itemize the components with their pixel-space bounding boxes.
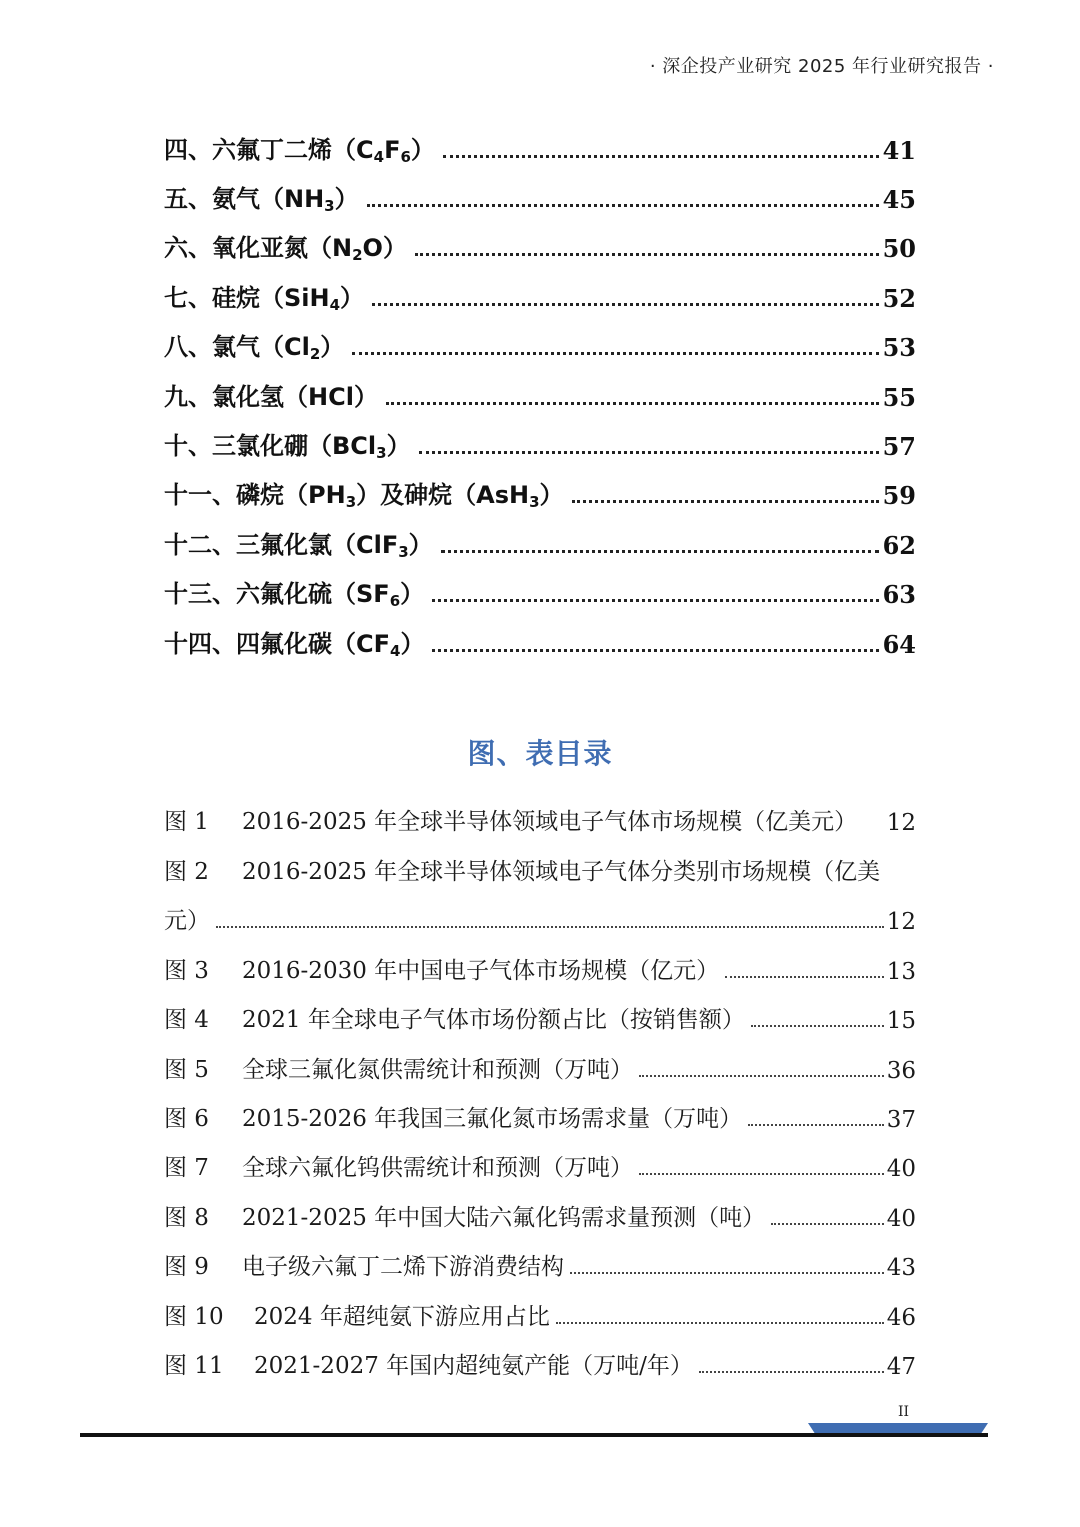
figure-entry[interactable] — [164, 1099, 916, 1133]
toc-entry-title: 五、氨气$(NH_3)$ — [164, 185, 359, 215]
figure-label: 图 11 — [164, 1353, 224, 1379]
figure-entry-continuation[interactable] — [164, 901, 916, 935]
figure-entry[interactable] — [164, 1297, 916, 1331]
dot-leader — [443, 155, 879, 158]
toc-entry[interactable] — [164, 476, 916, 510]
dot-leader — [372, 303, 879, 306]
toc-entry-title: 四、六氟丁二烯$(C_4F_6)$ — [164, 136, 435, 166]
figure-page-number: 15 — [886, 1008, 916, 1034]
figure-page-number: 40 — [886, 1156, 916, 1182]
toc-page-number: 55 — [882, 383, 916, 412]
figures-list-title: 图、表目录 — [467, 737, 613, 770]
figure-entry[interactable] — [164, 1148, 916, 1182]
page-number: II — [898, 1404, 910, 1420]
toc-entry-title: 十一、磷烷$(PH_3)$及砷烷（AsH$_3$） — [164, 481, 564, 511]
figure-page-number: 40 — [886, 1206, 916, 1232]
figure-label: 图 2 — [164, 859, 209, 885]
toc-entry[interactable] — [164, 229, 916, 263]
toc-page-number: 63 — [882, 580, 916, 609]
figure-title: 全球三氟化氮供需统计和预测（万吨） — [242, 1057, 633, 1083]
toc-page-number: 59 — [882, 481, 916, 510]
figure-entry[interactable] — [164, 951, 916, 985]
dot-leader — [748, 1124, 884, 1126]
footer-rule — [80, 1433, 988, 1437]
dot-leader — [556, 1322, 884, 1324]
figure-label: 图 10 — [164, 1304, 224, 1330]
toc-entry[interactable] — [164, 378, 916, 412]
figure-entry[interactable] — [164, 1198, 916, 1232]
toc-page-number: 50 — [882, 234, 916, 263]
toc-entry-title: 十三、六氟化硫$(SF_6)$ — [164, 580, 425, 610]
figure-label: 图 3 — [164, 958, 209, 984]
dot-leader — [771, 1223, 884, 1225]
figure-title-continued: 元） — [164, 908, 210, 934]
figure-label: 图 4 — [164, 1007, 209, 1033]
dot-leader — [432, 649, 878, 652]
toc-entry[interactable] — [164, 180, 916, 214]
toc-entry-title: 十四、四氟化碳$(CF_4)$ — [164, 630, 425, 660]
figure-label: 图 6 — [164, 1106, 209, 1132]
toc-entry[interactable] — [164, 575, 916, 609]
figure-entry[interactable] — [164, 1346, 916, 1380]
toc-page-number: 53 — [882, 333, 916, 362]
toc-entry[interactable] — [164, 526, 916, 560]
dot-leader — [725, 976, 884, 978]
figure-title: 2021-2025 年中国大陆六氟化钨需求量预测（吨） — [242, 1205, 766, 1231]
figure-title: 2021-2027 年国内超纯氨产能（万吨/年） — [254, 1353, 693, 1379]
toc-entry-title: 七、硅烷（SiH$_4$） — [164, 284, 365, 314]
dot-leader — [639, 1075, 884, 1077]
toc-entry[interactable] — [164, 427, 916, 461]
dot-leader — [386, 402, 879, 405]
toc-entry-title: 十、三氯化硼（BCl$_3$） — [164, 432, 411, 462]
figure-label: 图 5 — [164, 1057, 209, 1083]
figure-page-number: 43 — [886, 1255, 916, 1281]
figure-entry[interactable] — [164, 1000, 916, 1034]
figure-title: 电子级六氟丁二烯下游消费结构 — [242, 1254, 564, 1280]
toc-page-number: 64 — [882, 630, 916, 659]
dot-leader — [352, 352, 878, 355]
dot-leader — [415, 253, 879, 256]
dot-leader — [699, 1371, 884, 1373]
toc-page-number: 57 — [882, 432, 916, 461]
toc-entry-title: 八、氯气$(Cl_2)$ — [164, 333, 345, 363]
figure-label: 图 7 — [164, 1155, 209, 1181]
figure-page-number: 46 — [886, 1305, 916, 1331]
toc-entry[interactable] — [164, 131, 916, 165]
dot-leader — [367, 204, 879, 207]
dot-leader — [419, 451, 879, 454]
figure-title: 2016-2025 年全球半导体领域电子气体市场规模（亿美元） — [242, 809, 858, 835]
dot-leader — [570, 1272, 884, 1274]
figure-entry[interactable] — [164, 1247, 916, 1281]
toc-entry[interactable] — [164, 279, 916, 313]
dot-leader — [751, 1025, 884, 1027]
figure-entry[interactable] — [164, 802, 916, 836]
dot-leader — [572, 500, 879, 503]
toc-page-number: 62 — [882, 531, 916, 560]
toc-entry-title: 十二、三氟化氯（ClF$_3$） — [164, 531, 433, 561]
dot-leader — [216, 926, 884, 928]
figure-page-number: 36 — [886, 1058, 916, 1084]
figure-entry[interactable] — [164, 1050, 916, 1084]
toc-entry-title: 九、氯化氢（HCl） — [164, 383, 378, 411]
figure-entry[interactable] — [164, 852, 916, 886]
toc-page-number: 45 — [882, 185, 916, 214]
toc-entry[interactable] — [164, 328, 916, 362]
figure-page-number: 12 — [886, 909, 916, 935]
figure-title: 2015-2026 年我国三氟化氮市场需求量（万吨） — [242, 1106, 743, 1132]
toc-page-number: 41 — [882, 136, 916, 165]
toc-entry[interactable] — [164, 625, 916, 659]
toc-page-number: 52 — [882, 284, 916, 313]
figure-label: 图 9 — [164, 1254, 209, 1280]
toc-entry-title: 六、氧化亚氮$(N_2O)$ — [164, 234, 407, 264]
figure-title: 全球六氟化钨供需统计和预测（万吨） — [242, 1155, 633, 1181]
figure-page-number: 47 — [886, 1354, 916, 1380]
figure-page-number: 13 — [886, 959, 916, 985]
figure-label: 图 1 — [164, 809, 209, 835]
dot-leader — [441, 550, 879, 553]
figure-label: 图 8 — [164, 1205, 209, 1231]
figure-title: 2016-2025 年全球半导体领域电子气体分类别市场规模（亿美 — [242, 859, 881, 885]
figure-title: 2016-2030 年中国电子气体市场规模（亿元） — [242, 958, 720, 984]
running-header: · 深企投产业研究 2025 年行业研究报告 · — [649, 56, 994, 77]
figure-page-number: 12 — [886, 810, 916, 836]
dot-leader — [432, 599, 878, 602]
figure-title: 2024 年超纯氨下游应用占比 — [254, 1304, 550, 1330]
dot-leader — [639, 1173, 884, 1175]
figure-page-number: 37 — [886, 1107, 916, 1133]
figure-title: 2021 年全球电子气体市场份额占比（按销售额） — [242, 1007, 745, 1033]
